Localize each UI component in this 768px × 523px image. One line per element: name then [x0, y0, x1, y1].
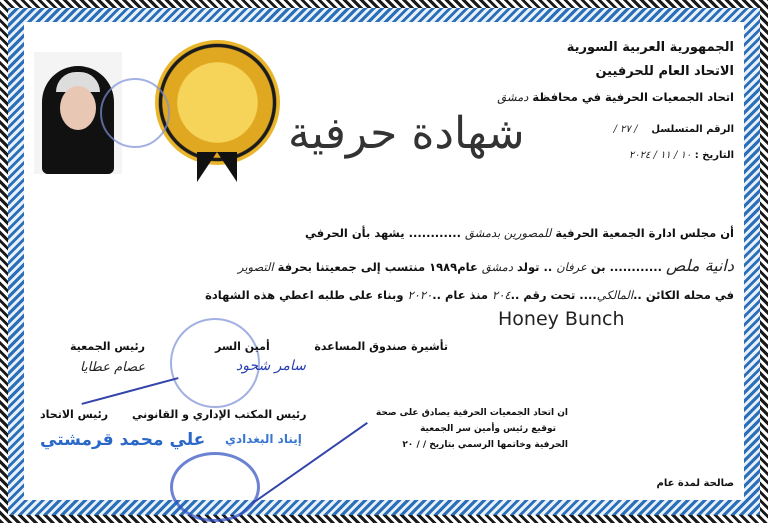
- birth-year: ١٩٨٩: [429, 260, 458, 274]
- line2-suffix: منتسب إلى جمعيتنا بحرفة: [277, 260, 426, 274]
- president-signature: عصام عطايا: [80, 360, 146, 375]
- since-year: ٢٠٢٠: [407, 288, 433, 302]
- serial-label: الرقم المتسلسل: [651, 124, 734, 135]
- union-president-label: رئيس الاتحاد: [40, 408, 109, 421]
- holder-name: دانية ملص: [666, 256, 734, 275]
- header-line3: [497, 90, 734, 104]
- verify-line2: توقيع رئيس وأمين سر الجمعية: [420, 424, 556, 434]
- secretary-signature: سامر شحود: [236, 358, 306, 374]
- shop-name: Honey Bunch: [498, 308, 625, 330]
- line1-suffix: يشهد بأن الحرفي: [305, 226, 405, 240]
- union-president-name: علي محمد قرمشتي: [40, 430, 206, 450]
- admin-label: رئيس المكتب الإداري و القانوني: [132, 408, 307, 421]
- fund-label: تأشيرة صندوق المساعدة: [314, 340, 448, 353]
- union-stamp: [170, 452, 260, 522]
- body-line2: دانية ملص ............ بن عرفان .. تولد دمشق عام١٩٨٩ منتسب إلى جمعيتنا بحرفة التصوير: [238, 256, 734, 275]
- body-line1: أن مجلس ادارة الجمعية الحرفية للمصورين بدمشق ............ يشهد بأن الحرفي: [305, 226, 734, 240]
- date-value: ١٠ / ١١ / ٢٠٢٤: [628, 150, 692, 161]
- certificate-title: شهادة حرفية: [288, 108, 525, 159]
- ibn-label: بن: [590, 260, 606, 274]
- header-line3-text: اتحاد الجمعيات الحرفية في محافظة: [532, 90, 734, 104]
- date-row: [629, 150, 734, 161]
- number-label: تحت رقم: [523, 288, 576, 302]
- shop-location: المالكي: [596, 288, 634, 302]
- header-line2: الاتحاد العام للحرفيين: [595, 64, 734, 79]
- craft: التصوير: [238, 260, 274, 274]
- city: دمشق: [497, 90, 529, 104]
- father-name: عرفان: [556, 260, 587, 274]
- shop-number: ٢٠٤: [492, 288, 511, 302]
- verify-line3: الحرفية وخاتمها الرسمي بتاريخ / / ٢٠: [402, 440, 568, 450]
- birth-place: دمشق: [481, 260, 513, 274]
- association-name: للمصورين بدمشق: [465, 226, 552, 240]
- body-line3: في محله الكائن ..المالكي.... تحت رقم ..٢٠٤ منذ عام ..٢٠٢٠ وبناء على طلبه اعطي هذه الشهادة: [205, 288, 734, 302]
- admin-name: إيناد البغدادي: [225, 432, 302, 446]
- secretary-label: أمين السر: [215, 340, 270, 353]
- serial-row: [614, 124, 734, 135]
- header-line1: الجمهورية العربية السورية: [566, 40, 734, 55]
- verify-line1: ان اتحاد الجمعيات الحرفية يصادق على صحة: [375, 408, 568, 418]
- since-label: منذ عام: [444, 288, 489, 302]
- serial-value: / ٢٧ /: [613, 124, 638, 135]
- stamp: [100, 78, 170, 148]
- validity-note: صالحة لمدة عام: [656, 478, 734, 489]
- line3-suffix: وبناء على طلبه اعطي هذه الشهادة: [205, 288, 404, 302]
- year-label: عام: [457, 260, 478, 274]
- line1-prefix: أن مجلس ادارة الجمعية الحرفية: [555, 226, 734, 240]
- union-logo: [155, 40, 280, 165]
- born-label: تولد: [516, 260, 540, 274]
- line3-prefix: في محله الكائن: [645, 288, 734, 302]
- president-label: رئيس الجمعية: [70, 340, 145, 353]
- date-label: التاريخ :: [694, 150, 734, 161]
